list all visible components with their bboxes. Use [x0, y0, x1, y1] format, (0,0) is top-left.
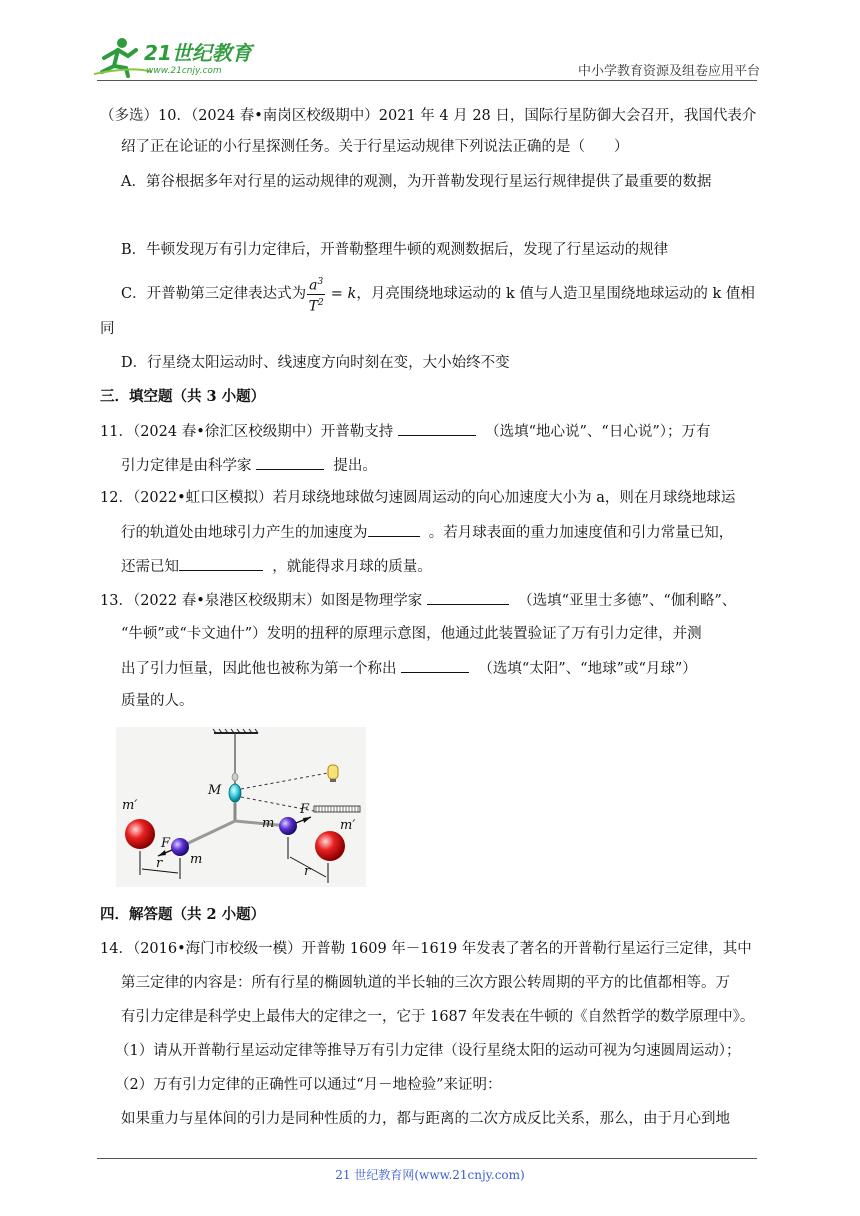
q13-blank1[interactable] — [427, 590, 509, 605]
q14-line5: （2）万有引力定律的正确性可以通过“月－地检验”来证明： — [115, 1077, 502, 1093]
site-logo — [92, 36, 267, 78]
q10-option-c: C．开普勒第三定律表达式为 $\frac{a^3}{T^2}$ = k，月亮围绕地球运动的 k 值与人造卫星围绕地球运动的 k 值相 — [121, 274, 755, 314]
label-m-right: m — [262, 816, 275, 831]
footer-divider — [97, 1158, 757, 1159]
small-sphere-left — [171, 838, 189, 856]
q14-line6: 如果重力与星体间的引力是同种性质的力，都与距离的二次方成反比关系，那么，由于月心到地 — [121, 1111, 730, 1127]
label-r-left: r — [156, 856, 163, 871]
footer-text[interactable]: 21 世纪教育网(www.21cnjy.com) — [335, 1168, 525, 1182]
mirror — [229, 784, 241, 802]
q13-line2: “牛顿”或“卡文迪什”）发明的扭秤的原理示意图，他通过此装置验证了万有引力定律，并测 — [121, 626, 702, 642]
label-m-left: m — [190, 852, 203, 867]
svg-text:www.21cnjy.com: www.21cnjy.com — [146, 66, 222, 76]
section3-title: 三．填空题（共 3 小题） — [100, 388, 266, 405]
q10-line1: （多选）10．（2024 春•南岗区校级期中）2021 年 4 月 28 日，国际行星防御大会召开，我国代表介 — [100, 108, 757, 124]
q11-blank1[interactable] — [398, 421, 476, 436]
kepler-fraction: $\frac{a^3}{T^2}$ — [307, 274, 325, 314]
q12-blank1[interactable] — [368, 522, 420, 537]
small-sphere-right — [279, 817, 297, 835]
q14-line1: 14．（2016•海门市校级一模）开普勒 1609 年－1619 年发表了著名的开普勒行星运行三定律，其中 — [100, 941, 752, 957]
q10-line2: 绍了正在论证的小行星探测任务。关于行星运动规律下列说法正确的是（ ） — [121, 139, 629, 155]
q12-line3: 还需已知 ，就能得求月球的质量。 — [121, 556, 432, 577]
header-divider — [97, 80, 757, 81]
svg-text:21世纪教育: 21世纪教育 — [144, 41, 252, 65]
label-m-prime-right: m′ — [340, 818, 356, 833]
q14-line4: （1）请从开普勒行星运动定律等推导万有引力定律（设行星绕太阳的运动可视为匀速圆周运动）； — [115, 1043, 741, 1059]
q10-option-d: D．行星绕太阳运动时、线速度方向时刻在变，大小始终不变 — [121, 355, 510, 371]
q11-line1: 11．（2024 春•徐汇区校级期中）开普勒支持 （选填“地心说”、“日心说”）；万有 — [100, 421, 711, 442]
q13-line1: 13．（2022 春•泉港区校级期末）如图是物理学家 （选填“亚里士多德”、“伽利略”、 — [100, 590, 736, 611]
q13-line4: 质量的人。 — [121, 693, 194, 709]
q12-blank2[interactable] — [179, 556, 263, 571]
q11-blank2[interactable] — [256, 455, 324, 470]
label-F-left: F — [161, 836, 171, 851]
q14-line3: 有引力定律是科学史上最伟大的定律之一，它于 1687 年发表在牛顿的《自然哲学的数学原理中》。 — [121, 1009, 755, 1025]
q10-option-a: A．第谷根据多年对行星的运动规律的观测，为开普勒发现行星运行规律提供了最重要的数据 — [121, 174, 712, 190]
torsion-balance-figure — [116, 727, 366, 887]
label-F-right: F — [300, 802, 310, 817]
q12-line1: 12．（2022•虹口区模拟）若月球绕地球做匀速圆周运动的向心加速度大小为 a，则在月球绕地球运 — [100, 490, 736, 506]
q13-blank2[interactable] — [401, 658, 469, 673]
scale-ruler — [314, 806, 360, 812]
q14-line2: 第三定律的内容是：所有行星的椭圆轨道的半长轴的三次方跟公转周期的平方的比值都相等。万 — [121, 975, 730, 991]
q10-option-c-cont: 同 — [100, 321, 115, 337]
large-sphere-right — [315, 831, 345, 861]
label-M: M — [208, 783, 222, 798]
section4-title: 四．解答题（共 2 小题） — [100, 906, 266, 923]
platform-tagline: 中小学教育资源及组卷应用平台 — [577, 64, 760, 79]
q11-line2: 引力定律是由科学家 提出。 — [121, 455, 377, 476]
label-r-right: r — [304, 864, 311, 879]
large-sphere-left — [125, 819, 155, 849]
q10-option-b: B．牛顿发现万有引力定律后，开普勒整理牛顿的观测数据后，发现了行星运动的规律 — [121, 242, 669, 258]
label-m-prime-left: m′ — [122, 798, 138, 813]
q13-line3: 出了引力恒量，因此他也被称为第一个称出 （选填“太阳”、“地球”或“月球”） — [121, 658, 697, 679]
q12-line2: 行的轨道处由地球引力产生的加速度为 。若月球表面的重力加速度值和引力常量已知， — [121, 522, 733, 543]
